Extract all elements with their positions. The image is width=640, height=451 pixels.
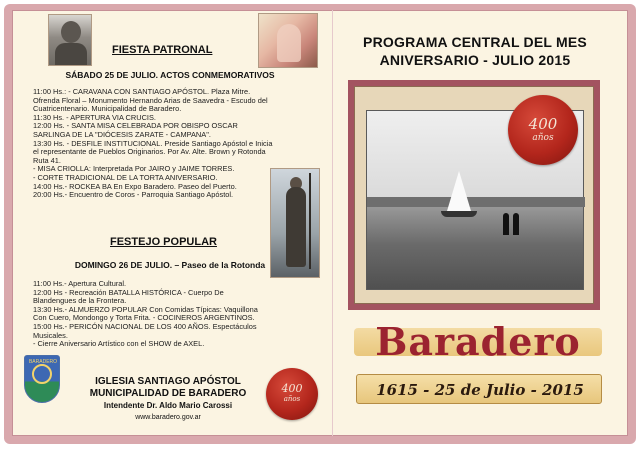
saturday-heading: SÁBADO 25 DE JULIO. ACTOS CONMEMORATIVOS (65, 70, 275, 80)
schedule-line: 11:30 Hs. - APERTURA VIA CRUCIS. (33, 112, 156, 122)
schedule-line: - Cierre Aniversario Artístico con el SHOW de AXEL. (33, 339, 205, 349)
schedule-line: Con Cuero, Mondongo y Torta Frita. - COCINEROS ARGENTINOS. (33, 313, 255, 323)
schedule-line: - CORTE TRADICIONAL DE LA TORTA ANIVERSARIO. (33, 172, 218, 182)
saint-bust-image (48, 14, 92, 66)
schedule-line: Ofrenda Floral – Monumento Hernando Arias de Saavedra - Escudo del (33, 95, 268, 105)
baradero-coat-of-arms (24, 355, 60, 403)
400-years-seal-small (266, 368, 318, 420)
org-church: IGLESIA SANTIAGO APÓSTOL (95, 376, 241, 387)
sun-icon (32, 364, 52, 384)
program-title-line2: ANIVERSARIO - JULIO 2015 (379, 52, 571, 68)
fiesta-patronal-heading: FIESTA PATRONAL (112, 44, 213, 56)
program-title-line1: PROGRAMA CENTRAL DEL MES (363, 34, 587, 50)
schedule-line: 11:00 Hs.- Apertura Cultural. (33, 279, 127, 288)
schedule-line: Musicales. (33, 330, 68, 340)
brand-ribbon (354, 320, 602, 364)
schedule-line: Blandengues de la Frontera. (33, 296, 127, 306)
religious-painting-image (258, 13, 318, 68)
schedule-line: 12:00 Hs - Recreación BATALLA HISTÓRICA - Cuerpo De (33, 287, 224, 297)
brand-wordmark: Baradero (375, 319, 581, 364)
org-municipality: MUNICIPALIDAD DE BARADERO (89, 388, 247, 399)
schedule-line: Ruta 41. (33, 155, 61, 165)
schedule-line: SARLINGA DE LA "DIÓCESIS ZARATE - CAMPANA". (33, 129, 211, 139)
org-mayor: Intendente Dr. Aldo Mario Carossi (103, 401, 233, 410)
saturday-schedule (33, 88, 272, 200)
sunday-schedule (33, 280, 258, 349)
seal-word: años (283, 395, 301, 403)
festejo-popular-heading: FESTEJO POPULAR (110, 236, 217, 248)
schedule-line: 15:00 Hs.- PERICÓN NACIONAL DE LOS 400 AÑOS. Espectáculos (33, 321, 257, 331)
schedule-line: 20:00 Hs.- Encuentro de Coros - Parroquia Santiago Apóstol. (33, 190, 234, 200)
schedule-line: 13:30 Hs. - DESFILE INSTITUCIONAL. Preside Santiago Apóstol e Inicia (33, 138, 273, 148)
sunday-heading: DOMINGO 26 DE JULIO. – Paseo de la Rotonda (74, 260, 266, 270)
anniversary-dates: 1615 - 25 de Julio - 2015 (376, 381, 584, 399)
schedule-line: 14:00 Hs.- ROCKEA BA En Expo Baradero. Paseo del Puerto. (33, 181, 237, 191)
schedule-line: Cuatricentenario. Municipalidad de Baradero. (33, 104, 182, 114)
schedule-line: el representante de Pueblos Originarios. Por Av. Alte. Brown y Rotonda (33, 147, 266, 157)
shield-label: BARADERO (28, 359, 58, 365)
dates-scroll (356, 374, 602, 404)
400-years-seal (508, 95, 578, 165)
schedule-line: 11:00 Hs.: - CARAVANA CON SANTIAGO APÓSTOL. Plaza Mitre. (33, 87, 251, 96)
seal-word: años (532, 133, 554, 143)
schedule-line: 12:00 Hs. - SANTA MISA CELEBRADA POR OBISPO OSCAR (33, 121, 238, 131)
seal-number: 400 (528, 115, 558, 133)
seal-number: 400 (281, 382, 303, 395)
schedule-line: 13:30 Hs.- ALMUERZO POPULAR Con Comidas Típicas: Vaquillona (33, 304, 258, 314)
schedule-line: - MISA CRIOLLA: Interpretada Por JAIRO y JAIME TORRES. (33, 164, 235, 174)
website-link[interactable]: www.baradero.gov.ar (135, 414, 201, 421)
fold-line (332, 10, 333, 436)
